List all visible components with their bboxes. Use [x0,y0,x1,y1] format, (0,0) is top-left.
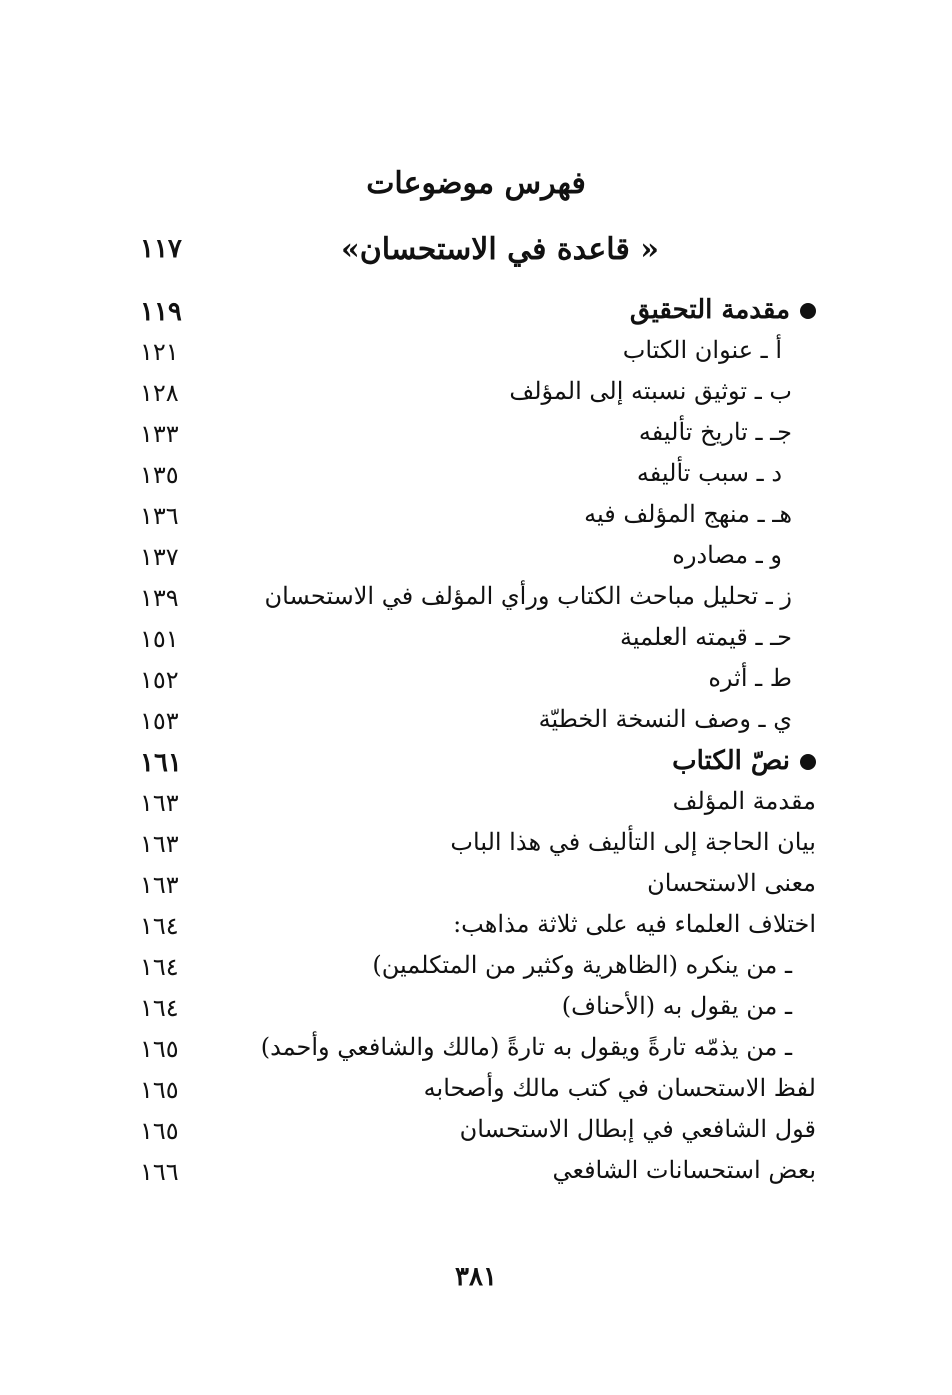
toc-section [0,746,952,787]
toc-entry-text: جـ ـ تاريخ تأليفه [638,418,792,446]
toc-entry [0,418,952,459]
toc-page-number: ١٦٥ [140,1076,179,1104]
toc-entry-text: ي ـ وصف النسخة الخطيّة [538,705,792,733]
toc-entry-text: ـ من يذمّه تارةً ويقول به تارةً (مالك والشافعي وأحمد) [260,1033,792,1061]
toc-entry [0,828,952,869]
toc-entry [0,500,952,541]
work-title-page: ١١٧ [140,234,182,264]
bullet-icon [800,303,816,319]
toc-entry [0,869,952,910]
toc-page-number: ١٦٣ [140,830,179,858]
toc-entry-text: ـ من ينكره (الظاهرية وكثير من المتكلمين) [372,951,792,979]
toc-entry-text: ـ من يقول به (الأحناف) [561,992,792,1020]
table-of-contents [0,295,952,1197]
toc-entry [0,951,952,992]
toc-section-label: نصّ الكتاب [672,746,790,776]
toc-page-number: ١٢١ [140,338,179,366]
toc-entry [0,459,952,500]
toc-page-number: ١٣٥ [140,461,179,489]
toc-page-number: ١٦٤ [140,953,179,981]
work-title-row [0,232,952,278]
toc-entry-text: معنى الاستحسان [647,869,816,897]
toc-entry [0,623,952,664]
toc-section-text [630,295,816,325]
toc-entry [0,377,952,418]
toc-entry-text: ب ـ توثيق نسبته إلى المؤلف [509,377,792,405]
toc-page-number: ١٦٤ [140,994,179,1022]
toc-entry-text: أ ـ عنوان الكتاب [622,336,782,364]
toc-entry [0,336,952,377]
toc-page-number: ١٥٣ [140,707,179,735]
toc-page-number: ١٦٥ [140,1117,179,1145]
toc-entry [0,664,952,705]
toc-section-text [672,746,816,776]
toc-entry [0,1115,952,1156]
toc-entry [0,910,952,951]
toc-entry-text: هـ ـ منهج المؤلف فيه [584,500,792,528]
toc-entry-text: اختلاف العلماء فيه على ثلاثة مذاهب: [453,910,816,938]
toc-entry [0,1033,952,1074]
toc-page-number: ١٦٣ [140,871,179,899]
page-title: فهرس موضوعات [366,166,586,201]
toc-entry [0,582,952,623]
toc-page-number: ١٦١ [140,748,182,778]
toc-page-number: ١٢٨ [140,379,179,407]
toc-page-number: ١٥١ [140,625,179,653]
toc-page-number: ١٦٦ [140,1158,179,1186]
toc-entry-text: مقدمة المؤلف [672,787,816,815]
toc-section-label: مقدمة التحقيق [629,295,790,325]
toc-page-number: ١٥٢ [140,666,179,694]
toc-entry [0,541,952,582]
toc-page-number: ١٣٩ [140,584,179,612]
toc-page-number: ١١٩ [140,297,182,327]
toc-page-number: ١٦٥ [140,1035,179,1063]
toc-entry-text: و ـ مصادره [672,541,782,569]
toc-entry-text: ز ـ تحليل مباحث الكتاب ورأي المؤلف في الاستحسان [264,582,792,610]
toc-page-number: ١٦٣ [140,789,179,817]
toc-page-number: ١٣٧ [140,543,179,571]
page-number: ٣٨١ [455,1262,497,1292]
toc-page-number: ١٣٦ [140,502,179,530]
toc-entry [0,787,952,828]
toc-entry [0,992,952,1033]
toc-section [0,295,952,336]
bullet-icon [800,754,816,770]
toc-page-number: ١٦٤ [140,912,179,940]
toc-entry-text: لفظ الاستحسان في كتب مالك وأصحابه [423,1074,816,1102]
toc-entry-text: بيان الحاجة إلى التأليف في هذا الباب [450,828,816,856]
toc-entry-text: ط ـ أثره [708,664,792,692]
toc-entry [0,1074,952,1115]
toc-page-number: ١٣٣ [140,420,179,448]
toc-entry-text: د ـ سبب تأليفه [636,459,782,487]
toc-entry-text: حـ ـ قيمته العلمية [620,623,792,651]
toc-entry [0,705,952,746]
work-title: « قاعدة في الاستحسان» [341,232,659,267]
toc-entry [0,1156,952,1197]
toc-entry-text: قول الشافعي في إبطال الاستحسان [459,1115,816,1143]
toc-entry-text: بعض استحسانات الشافعي [552,1156,816,1184]
